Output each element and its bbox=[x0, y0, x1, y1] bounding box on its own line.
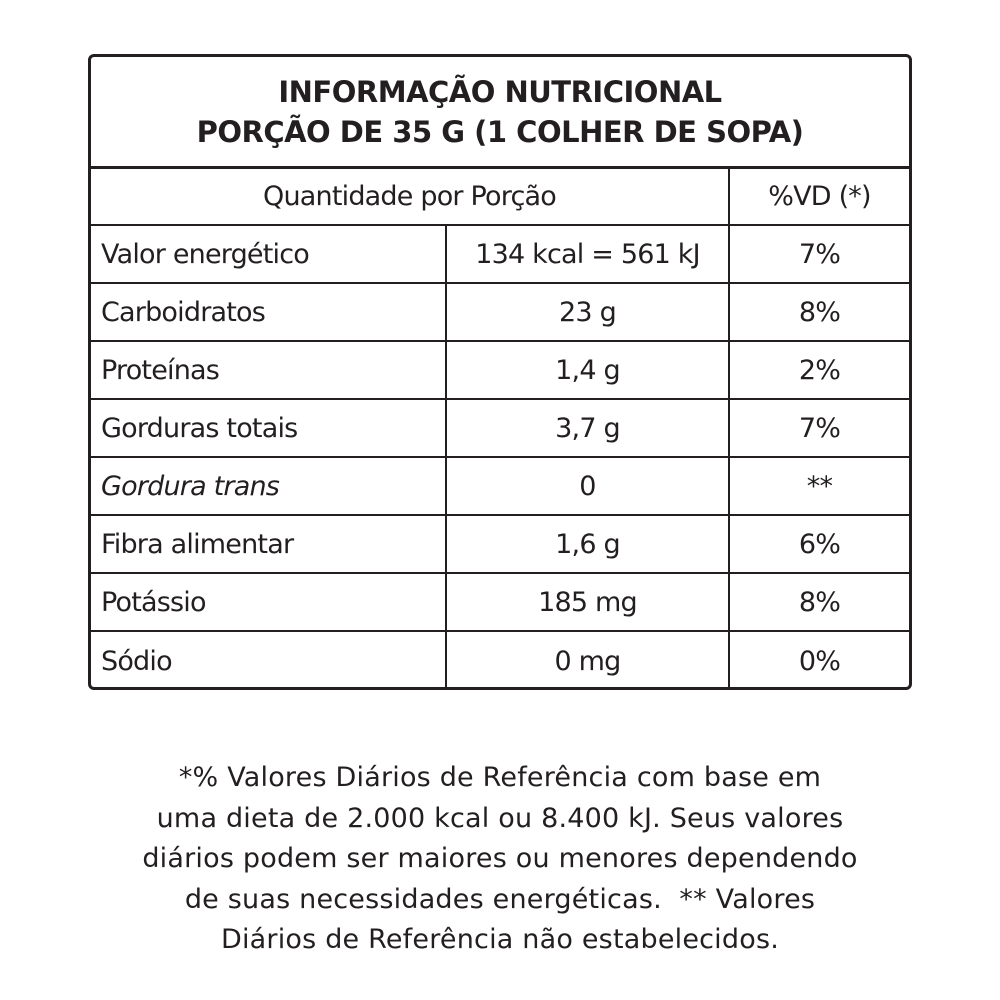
nutrient-daily-value: 6% bbox=[798, 528, 841, 560]
nutrient-daily-value: ** bbox=[806, 470, 833, 502]
nutrient-name: Valor energético bbox=[91, 226, 447, 282]
daily-value-header: %VD (*) bbox=[768, 181, 871, 212]
daily-values-footnote bbox=[40, 758, 960, 961]
nutrient-row-fiber bbox=[91, 516, 909, 574]
nutrient-daily-value: 7% bbox=[798, 238, 841, 270]
nutrient-name: Gorduras totais bbox=[91, 400, 447, 456]
footnote-line: Diários de Referência não estabelecidos. bbox=[220, 924, 779, 955]
nutrition-facts-table bbox=[88, 54, 912, 690]
nutrient-amount: 134 kcal = 561 kJ bbox=[447, 226, 730, 282]
nutrient-daily-value: 0% bbox=[798, 645, 841, 677]
footnote-line: uma dieta de 2.000 kcal ou 8.400 kJ. Seus valores bbox=[156, 802, 844, 834]
footnote-line: diários podem ser maiores ou menores dependendo bbox=[142, 843, 858, 874]
nutrient-name: Carboidratos bbox=[91, 284, 447, 340]
nutrient-row-carbohydrates bbox=[91, 284, 909, 342]
nutrient-amount: 0 bbox=[447, 458, 730, 514]
nutrient-amount: 1,6 g bbox=[447, 516, 730, 572]
nutrient-name: Proteínas bbox=[91, 342, 447, 398]
quantity-per-serving-header: Quantidade por Porção bbox=[91, 169, 730, 224]
nutrient-amount: 3,7 g bbox=[447, 400, 730, 456]
title-line-1: INFORMAÇÃO NUTRICIONAL bbox=[278, 74, 722, 109]
nutrient-amount: 0 mg bbox=[447, 632, 730, 690]
nutrient-row-total-fat bbox=[91, 400, 909, 458]
nutrient-row-potassium bbox=[91, 574, 909, 632]
nutrient-row-protein bbox=[91, 342, 909, 400]
nutrient-name: Sódio bbox=[91, 632, 447, 690]
footnote-line: de suas necessidades energéticas. ** Valores bbox=[184, 883, 816, 915]
nutrient-row-energy bbox=[91, 226, 909, 284]
nutrient-daily-value: 2% bbox=[798, 354, 841, 386]
nutrient-daily-value: 8% bbox=[798, 296, 841, 328]
table-title bbox=[91, 57, 909, 169]
footnote-line: *% Valores Diários de Referência com base em bbox=[178, 762, 822, 793]
column-header-row bbox=[91, 169, 909, 226]
nutrient-name: Fibra alimentar bbox=[91, 516, 447, 572]
nutrient-row-sodium bbox=[91, 632, 909, 690]
nutrient-row-trans-fat bbox=[91, 458, 909, 516]
nutrient-daily-value: 8% bbox=[798, 586, 841, 618]
nutrient-name: Gordura trans bbox=[91, 458, 447, 514]
serving-size-line: PORÇÃO DE 35 G (1 COLHER DE SOPA) bbox=[196, 114, 804, 149]
nutrient-name: Potássio bbox=[91, 574, 447, 630]
nutrient-amount: 1,4 g bbox=[447, 342, 730, 398]
nutrient-amount: 185 mg bbox=[447, 574, 730, 630]
nutrient-amount: 23 g bbox=[447, 284, 730, 340]
nutrient-daily-value: 7% bbox=[798, 412, 841, 444]
